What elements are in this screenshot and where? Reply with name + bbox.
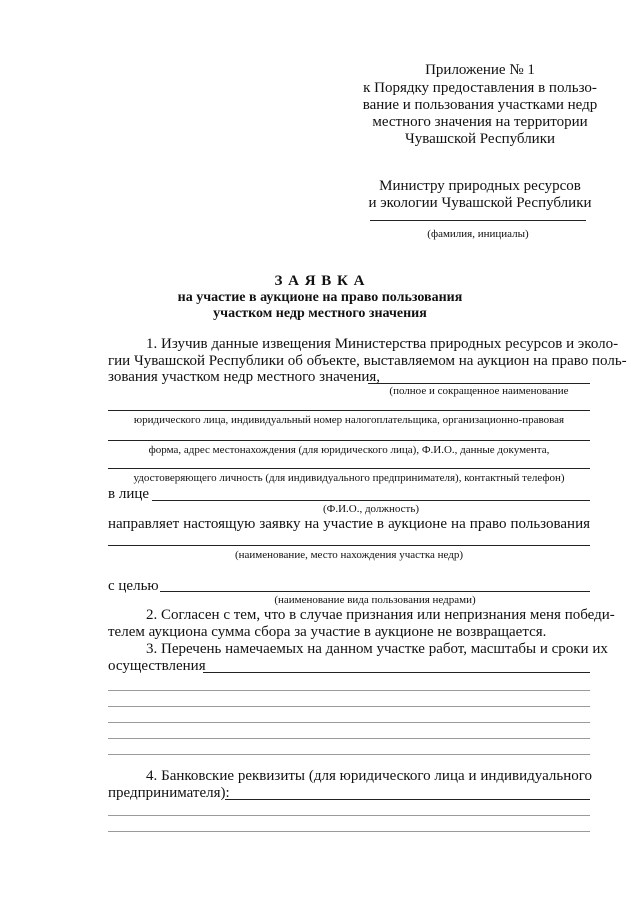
works-field-line[interactable]	[108, 754, 590, 755]
applicant-field-line[interactable]	[108, 440, 590, 441]
addressee-name-line	[370, 220, 586, 221]
appendix-line: к Порядку предоставления в пользо-	[363, 80, 597, 96]
in-person-label: в лице	[108, 486, 150, 502]
applicant-field-line[interactable]	[368, 383, 590, 384]
addressee-line: и экологии Чувашской Республики	[368, 195, 592, 211]
section1-text: гии Чувашской Республики об объекте, выставляемом на аукцион на право поль-	[108, 353, 627, 369]
site-caption: (наименование, место нахождения участка недр)	[234, 549, 464, 561]
applicant-caption: юридического лица, индивидуальный номер налогоплательщика, организационно-правовая	[133, 414, 565, 426]
section3-text: 3. Перечень намечаемых на данном участке работ, масштабы и сроки их	[146, 641, 608, 657]
section2-text: 2. Согласен с тем, что в случае признания или непризнания меня победи-	[146, 607, 615, 623]
document-subtitle: на участие в аукционе на право пользования	[177, 290, 463, 305]
works-field-line[interactable]	[203, 672, 590, 673]
appendix-title: Приложение № 1	[425, 62, 535, 78]
appendix-line: вание и пользования участками недр	[362, 97, 598, 113]
applicant-caption: (полное и сокращенное наименование	[389, 385, 569, 397]
bank-details-field-line[interactable]	[108, 831, 590, 832]
bank-details-field-line[interactable]	[108, 815, 590, 816]
section1-text: зования участком недр местного значения,	[108, 369, 381, 385]
section4-text: 4. Банковские реквизиты (для юридического лица и индивидуального	[146, 768, 592, 784]
section4-text: предпринимателя):	[108, 785, 230, 801]
applicant-caption: форма, адрес местонахождения (для юридического лица), Ф.И.О., данные документа,	[148, 444, 550, 456]
applicant-field-line[interactable]	[108, 468, 590, 469]
purpose-label: с целью	[108, 578, 159, 594]
purpose-caption: (наименование вида пользования недрами)	[274, 594, 476, 606]
appendix-line: Чувашской Республики	[404, 131, 556, 147]
works-field-line[interactable]	[108, 722, 590, 723]
applicant-field-line[interactable]	[108, 410, 590, 411]
addressee-line: Министру природных ресурсов	[379, 178, 581, 194]
section2-text: телем аукциона сумма сбора за участие в аукционе не возвращается.	[108, 624, 547, 640]
purpose-field-line[interactable]	[160, 591, 590, 592]
addressee-caption: (фамилия, инициалы)	[427, 228, 529, 240]
appendix-line: местного значения на территории	[372, 114, 588, 130]
works-field-line[interactable]	[108, 738, 590, 739]
section1-text: направляет настоящую заявку на участие в аукционе на право пользования	[108, 516, 590, 532]
applicant-caption: удостоверяющего личность (для индивидуального предпринимателя), контактный телефон)	[133, 472, 565, 484]
section1-text: 1. Изучив данные извещения Министерства природных ресурсов и эколо-	[146, 336, 619, 352]
representative-field-line[interactable]	[152, 500, 590, 501]
works-field-line[interactable]	[108, 706, 590, 707]
bank-details-field-line[interactable]	[225, 799, 590, 800]
site-field-line[interactable]	[108, 545, 590, 546]
section3-text: осуществления	[108, 658, 206, 674]
document-title: З А Я В К А	[274, 273, 366, 289]
works-field-line[interactable]	[108, 690, 590, 691]
representative-caption: (Ф.И.О., должность)	[322, 503, 420, 515]
document-subtitle: участком недр местного значения	[213, 306, 427, 321]
